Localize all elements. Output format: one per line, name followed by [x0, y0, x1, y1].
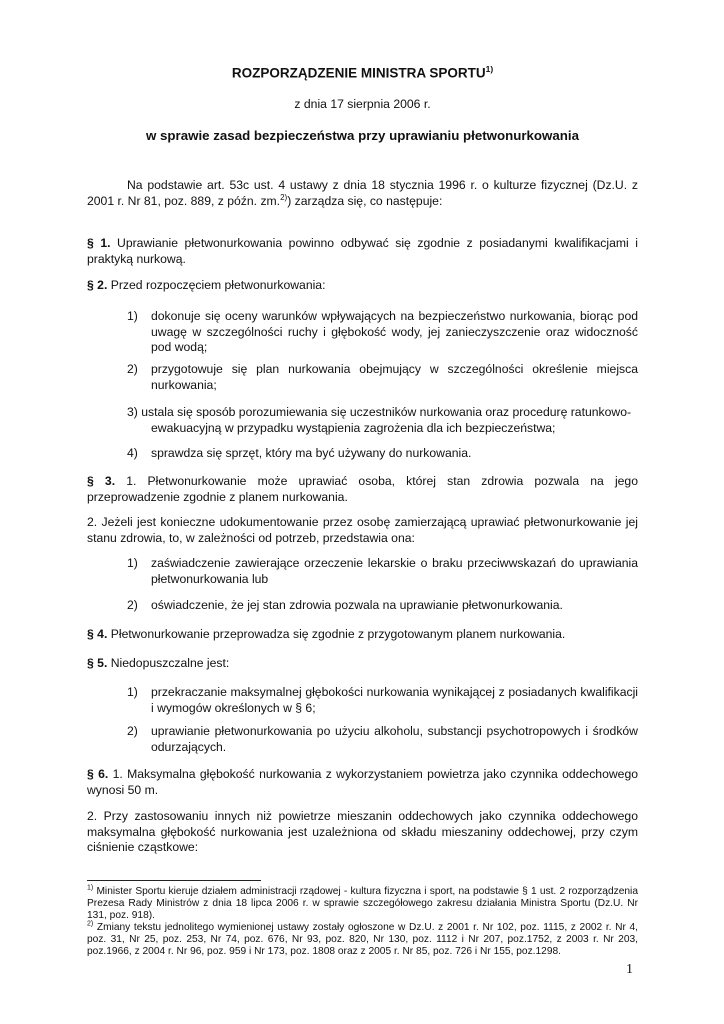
- document-subtitle: w sprawie zasad bezpieczeństwa przy uprawianiu płetwonurkowania: [146, 128, 579, 143]
- document-date: z dnia 17 sierpnia 2006 r.: [294, 97, 431, 111]
- section-3-paragraph-2: 2. Jeżeli jest konieczne udokumentowanie przez osobę zamierzającą uprawiać płetwonurkowanie jej stanu zdrowia, to, w zależności od potrzeb, przedstawia ona:: [87, 515, 638, 545]
- preamble: Na podstawie art. 53c ust. 4 ustawy z dnia 18 stycznia 1996 r. o kulturze fizycznej (Dz.U. z 2001 r. Nr 81, poz. 889, z późn. zm.$^{2)}$) zarządza się, co następuje:: [87, 178, 638, 208]
- section-1: § 1. Uprawianie płetwonurkowania powinno odbywać się zgodnie z posiadanymi kwalifikacjami i praktyką nurkową.: [87, 236, 638, 266]
- section-2-item-2: 2) przygotowuje się plan nurkowania obejmujący w szczególności określenie miejsca nurkowania;: [127, 362, 638, 392]
- section-3-paragraph-1: § 3. 1. Płetwonurkowanie może uprawiać osoba, której stan zdrowia pozwala na jego przeprowadzenie zgodnie z planem nurkowania.: [87, 474, 638, 504]
- section-2-intro: § 2. Przed rozpoczęciem płetwonurkowania:: [87, 278, 326, 292]
- section-6-paragraph-1: § 6. 1. Maksymalna głębokość nurkowania z wykorzystaniem powietrza jako czynnika oddechowego wynosi 50 m.: [87, 767, 638, 797]
- section-2-item-3: 3) ustala się sposób porozumiewania się uczestników nurkowania oraz procedurę ratunkowo- ewakuacyjną w przypadku wystąpienia zagrożenia dla ich bezpieczeństwa;: [127, 405, 632, 435]
- section-2-item-1: 1) dokonuje się oceny warunków wpływających na bezpieczeństwo nurkowania, biorąc pod uwagę w szczególności ruchy i głębokość wody, jej zanieczyszczenie oraz widoczność pod wodą;: [127, 309, 638, 354]
- footnote-ref-2: 2): [280, 192, 288, 202]
- document-title: ROZPORZĄDZENIE MINISTRA SPORTU$^{1)}$: [231, 64, 494, 81]
- section-5-item-1: 1) przekraczanie maksymalnej głębokości nurkowania wynikającej z posiadanych kwalifikacji i wymogów określonych w § 6;: [127, 685, 638, 715]
- page-number: 1: [626, 962, 633, 977]
- footnote-ref-1: 1): [485, 64, 494, 74]
- section-5-item-2: 2) uprawianie płetwonurkowania po użyciu alkoholu, substancji psychotropowych i środków odurzających.: [127, 724, 638, 754]
- section-6-paragraph-2: 2. Przy zastosowaniu innych niż powietrze mieszanin oddechowych jako czynnika oddechowego maksymalna głębokość nurkowania jest uzależniona od składu mieszaniny oddechowej, przy czym ciśnienie cząstkowe:: [87, 809, 638, 854]
- footnote-1: $^{1)}$ Minister Sportu kieruje działem administracji rządowej - kultura fizyczna i sport, na podstawie § 1 ust. 2 rozporządzenia Prezesa Rady Ministrów z dnia 18 lipca 2006 r. w sprawie szczegółowego zakresu działania Ministra Sportu (Dz.U. Nr 131, poz. 918).: [87, 884, 638, 921]
- section-3-item-2: 2) oświadczenie, że jej stan zdrowia pozwala na uprawianie płetwonurkowania.: [127, 598, 563, 612]
- section-3-item-1: 1) zaświadczenie zawierające orzeczenie lekarskie o braku przeciwwskazań do uprawiania płetwonurkowania lub: [127, 556, 638, 586]
- section-4: § 4. Płetwonurkowanie przeprowadza się zgodnie z przygotowanym planem nurkowania.: [87, 627, 566, 641]
- footnote-2: $^{2)}$ Zmiany tekstu jednolitego wymienionej ustawy zostały ogłoszone w Dz.U. z 2001 r. Nr 102, poz. 1115, z 2002 r. Nr 4, poz. 31, Nr 25, poz. 253, Nr 74, poz. 676, Nr 93, poz. 820, Nr 130, poz. 1112 i Nr 207, poz.1752, z 2003 r. Nr 203, poz.1966, z 2004 r. Nr 96, poz. 959 i Nr 173, poz. 1808 oraz z 2005 r. Nr 85, poz. 726 i Nr 155, poz.1298.: [87, 920, 638, 957]
- section-5-intro: § 5. Niedopuszczalne jest:: [87, 656, 230, 670]
- footnote-separator: [87, 880, 261, 881]
- section-2-item-4: 4) sprawdza się sprzęt, który ma być używany do nurkowania.: [127, 446, 472, 460]
